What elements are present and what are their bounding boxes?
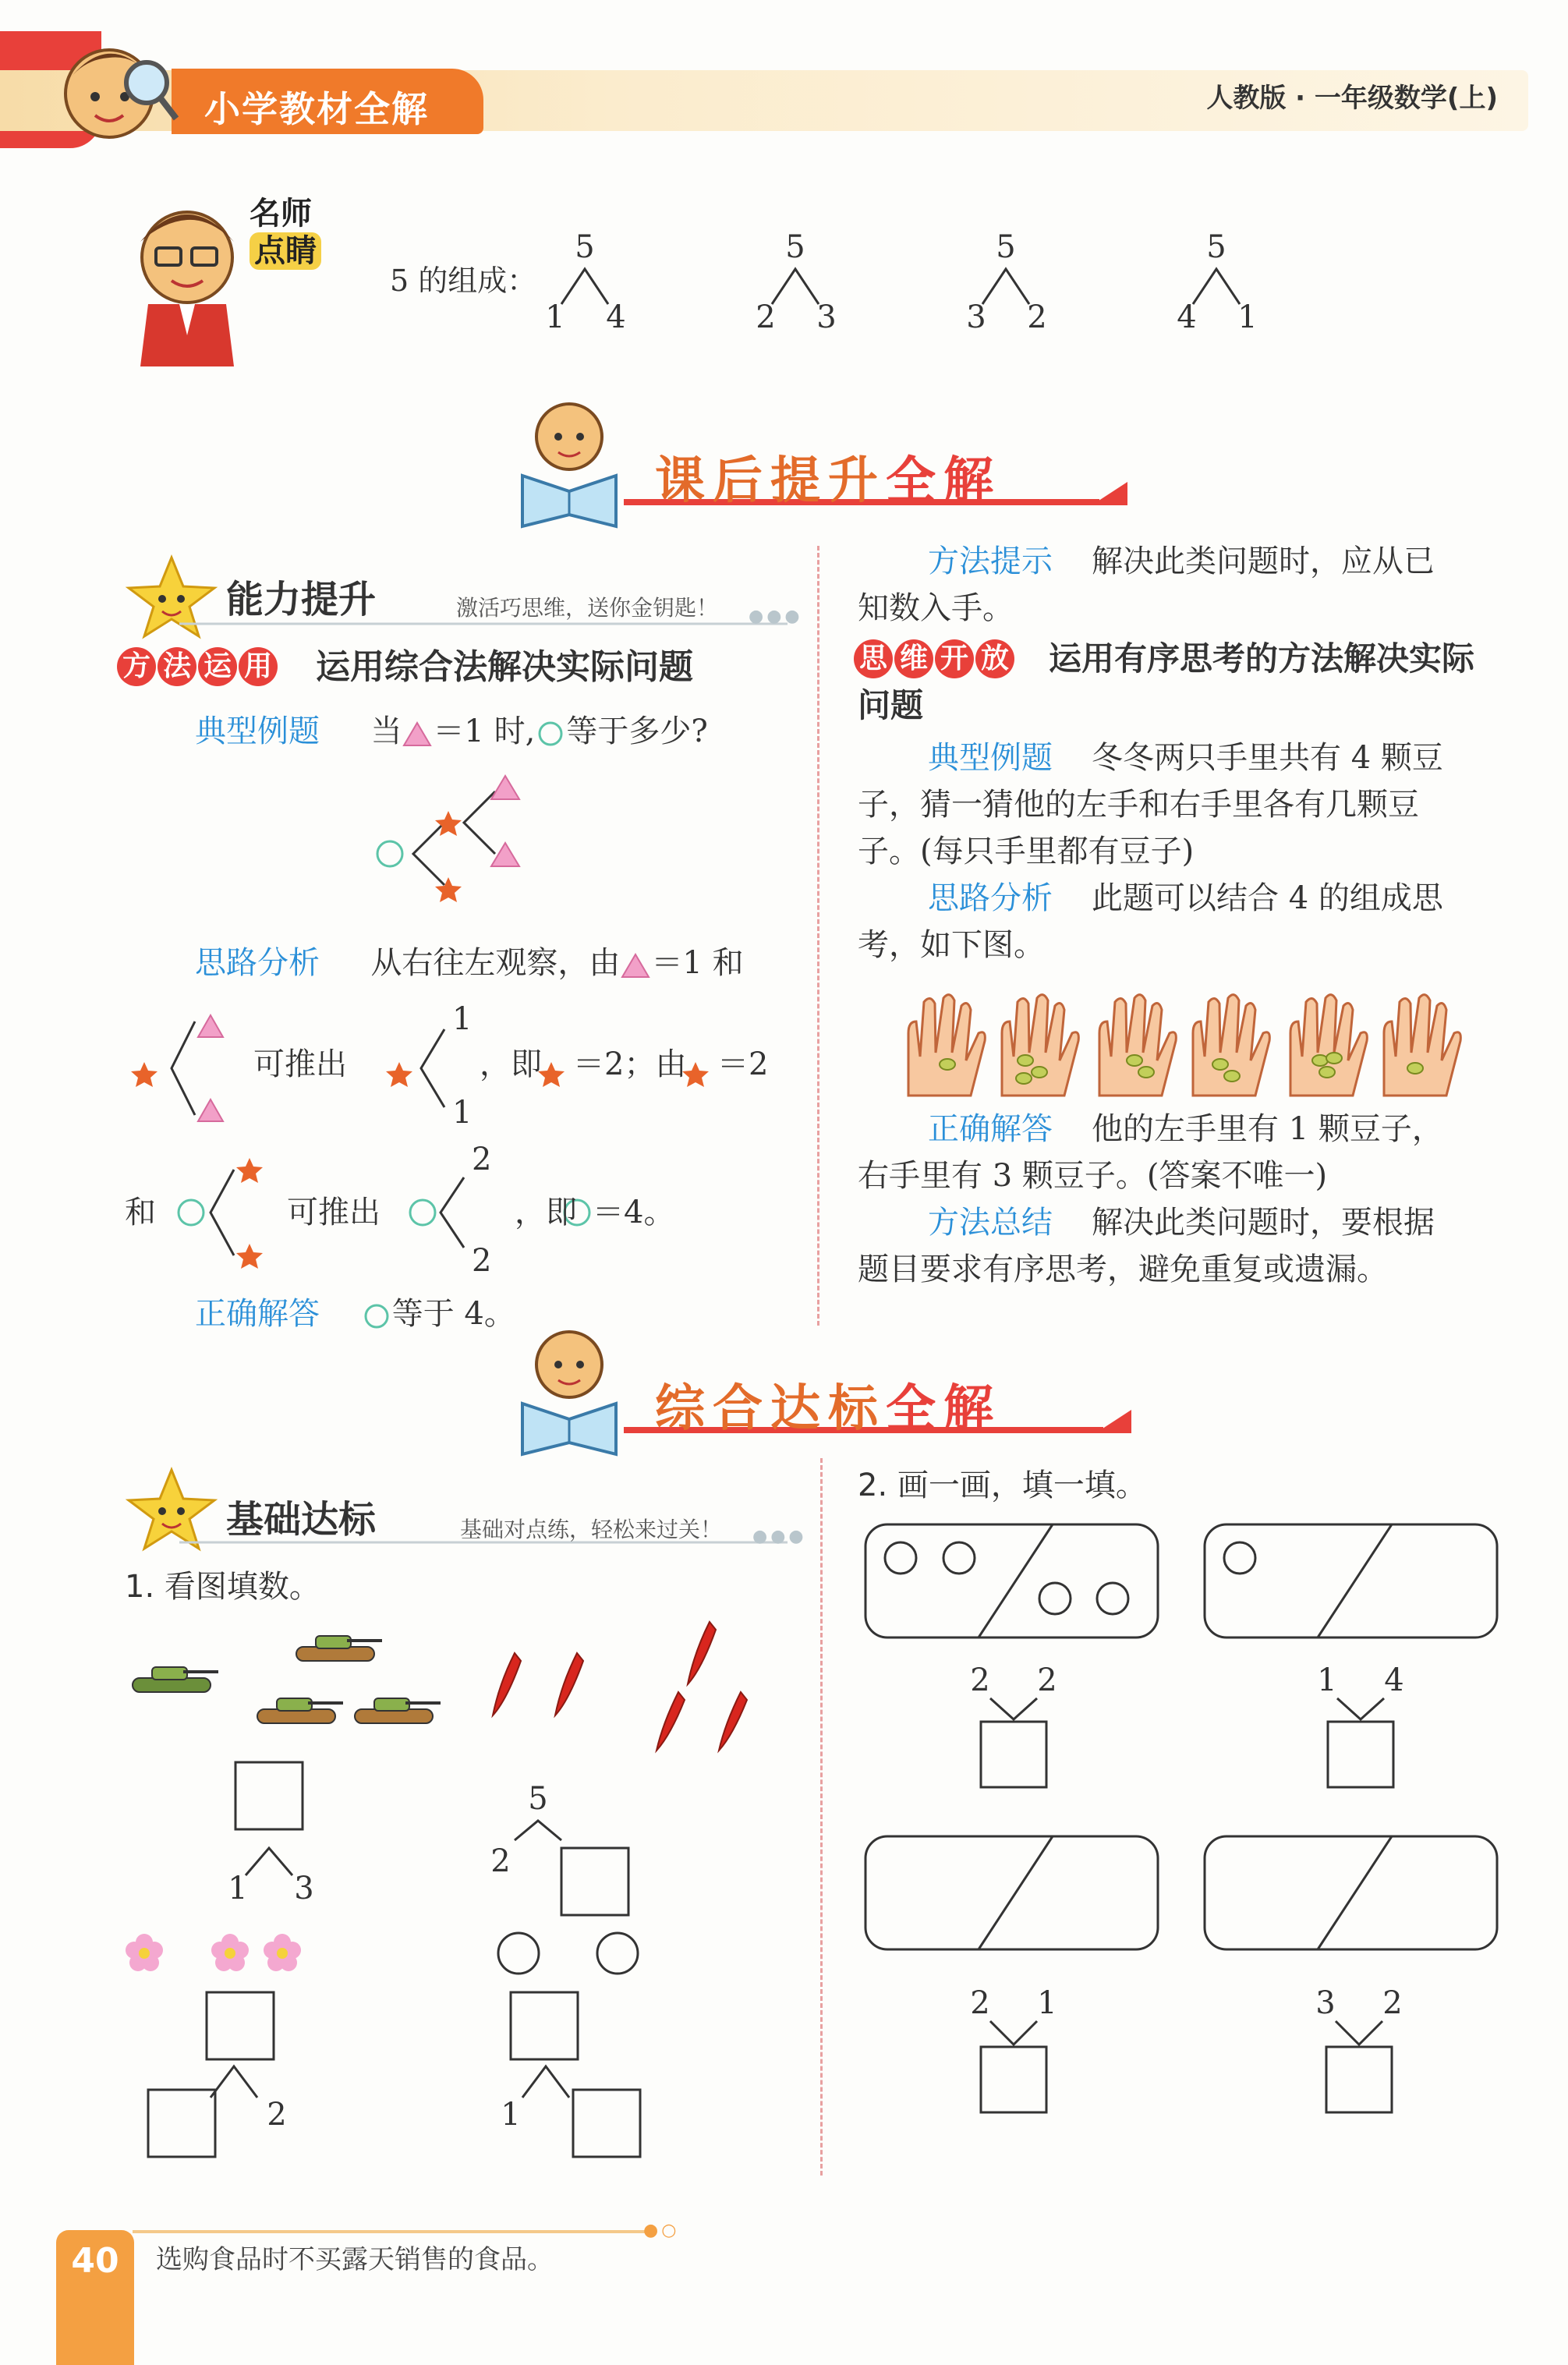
circle-icon <box>179 1200 204 1225</box>
column-divider-top <box>817 546 819 1326</box>
flower-icon <box>211 1934 249 1971</box>
right-answer-line2: 右手里有 3 颗豆子。(答案不唯一) <box>858 1158 1328 1194</box>
circle-icon <box>361 1302 392 1330</box>
right-example-line2: 子，猜一猜他的左手和右手里各有几颗豆 <box>858 787 1419 823</box>
circle-icon <box>377 841 402 866</box>
thinking-badge-char: 放 <box>975 639 1014 678</box>
example-text-b: ＝1 时, <box>433 713 536 749</box>
q2a-panel <box>862 1521 1166 1793</box>
tank-icon <box>296 1636 382 1661</box>
method-badge <box>117 647 278 686</box>
q1c-tree <box>140 1992 327 2164</box>
tip-badge-line2: 点睛 <box>250 232 321 270</box>
answer-box <box>511 1992 578 2059</box>
q1d-left: 1 <box>501 2097 521 2133</box>
q2d-right: 2 <box>1382 1985 1403 2021</box>
answer-box <box>1326 2047 1392 2112</box>
tip-badge-line1: 名师 <box>250 196 312 232</box>
ability-analysis <box>195 940 744 986</box>
answer-text: 等于 4。 <box>391 1296 515 1332</box>
tank-icon <box>257 1698 343 1723</box>
q1d-tree <box>491 1992 678 2164</box>
section1-cap <box>1092 482 1127 505</box>
q1a-left: 1 <box>228 1871 248 1907</box>
pepper-icon <box>555 1653 583 1715</box>
triangle-icon <box>198 1015 223 1037</box>
q2a-right: 2 <box>1037 1662 1057 1698</box>
q2c-panel <box>862 1832 1166 2129</box>
infer2-result-b: ＝4。 <box>593 1195 675 1230</box>
q1a-tree <box>203 1762 359 1907</box>
infer2-result-a: ，即 <box>515 1195 577 1230</box>
hand-pair-2 <box>1099 995 1269 1096</box>
decomp-top: 5 <box>1206 229 1226 265</box>
right-summary-line1: 解决此类问题时，要根据 <box>1092 1205 1435 1241</box>
analysis-label: 思路分析 <box>195 945 320 981</box>
decomp-right: 3 <box>816 299 837 335</box>
tip-label: 5 的组成： <box>390 264 537 298</box>
decomp-right: 2 <box>1027 299 1047 335</box>
answer-box <box>981 1722 1046 1787</box>
decomp-right: 4 <box>606 299 626 335</box>
tanks-illustration <box>125 1630 452 1747</box>
hand-pair-1 <box>908 995 1078 1096</box>
right-analysis-line1: 此题可以结合 4 的组成思 <box>1092 880 1443 916</box>
pepper-icon <box>688 1622 716 1684</box>
book-title: 小学教材全解 <box>204 88 429 130</box>
infer2-bottom: 2 <box>472 1243 492 1279</box>
section1-title <box>655 441 1001 512</box>
right-summary <box>858 1199 1513 1293</box>
decomp-left: 1 <box>545 299 565 335</box>
q2b-right: 4 <box>1384 1662 1404 1698</box>
thinking-badge-char: 开 <box>935 639 974 678</box>
infer1-label: 可推出 <box>253 1046 347 1082</box>
q2d-left: 3 <box>1315 1985 1336 2021</box>
tank-icon <box>355 1698 441 1723</box>
right-analysis <box>858 875 1513 968</box>
q1a-right: 3 <box>294 1871 314 1907</box>
circle-icon <box>1097 1583 1128 1614</box>
right-analysis-line2: 考，如下图。 <box>858 927 1045 963</box>
infer2-top: 2 <box>472 1142 492 1177</box>
infer1-bottom: 1 <box>452 1095 473 1131</box>
right-summary-line2: 题目要求有序思考，避免重复或遗漏。 <box>858 1252 1388 1287</box>
circle-icon <box>535 720 566 748</box>
triangle-icon <box>620 951 651 979</box>
page-number: 40 <box>56 2230 134 2292</box>
q1b-top: 5 <box>528 1781 548 1817</box>
footer-line <box>133 2230 647 2233</box>
pepper-icon <box>493 1653 521 1715</box>
example-text-a: 当 <box>370 713 402 749</box>
basic-subheading: 基础对点练，轻松来过关！ <box>460 1517 723 1542</box>
star-icon <box>386 1062 412 1087</box>
section2-title-normal: 综合达标 <box>655 1380 886 1438</box>
answer-box <box>148 2090 215 2157</box>
method-badge-char: 方 <box>117 647 156 686</box>
example-text-c: 等于多少? <box>566 713 708 749</box>
triangle-icon <box>491 776 519 799</box>
q1b-left: 2 <box>490 1843 511 1879</box>
thinking-badge-char: 维 <box>894 639 933 678</box>
answer-box <box>235 1762 303 1829</box>
answer-box <box>207 1992 274 2059</box>
hands-illustration <box>901 986 1462 1103</box>
ability-example <box>195 708 708 755</box>
pepper-icon <box>657 1692 685 1751</box>
flower-icon <box>126 1934 163 1971</box>
circle-icon <box>410 1200 435 1225</box>
section1-title-normal: 课后提升 <box>655 452 886 510</box>
decomp-left: 2 <box>756 299 776 335</box>
decomp-4 <box>1177 229 1257 335</box>
infer2-label: 可推出 <box>287 1195 380 1230</box>
q2d-panel <box>1201 1832 1505 2129</box>
right-example-line1: 冬冬两只手里共有 4 颗豆 <box>1092 740 1443 776</box>
q1-prompt: 1. 看图填数。 <box>125 1569 320 1605</box>
ability-heading: 能力提升 <box>226 578 377 621</box>
peppers-illustration <box>483 1614 749 1754</box>
mascot-magnifier-icon <box>47 31 179 164</box>
star-icon <box>236 1158 263 1183</box>
decomp-1 <box>545 229 625 335</box>
reading-boy-icon <box>499 1326 639 1458</box>
footer-strip <box>56 2292 134 2365</box>
decomp-left: 3 <box>966 299 986 335</box>
section2-title-strong: 全解 <box>886 1380 1001 1438</box>
five-decompositions <box>546 226 1326 343</box>
circle-icon <box>885 1542 916 1574</box>
infer1-result-c: ＝2 <box>717 1046 769 1082</box>
right-analysis-label: 思路分析 <box>928 880 1053 916</box>
method-badge-char: 运 <box>198 647 237 686</box>
analysis-text2: ＝1 和 <box>651 945 744 981</box>
answer-label: 正确解答 <box>195 1296 320 1332</box>
ability-answer <box>195 1290 515 1337</box>
footer-tip: 选购食品时不买露天销售的食品。 <box>156 2244 554 2275</box>
q2-prompt: 2. 画一画，填一填。 <box>858 1468 1147 1503</box>
hand-pair-3 <box>1290 995 1460 1096</box>
section2-title <box>655 1368 1001 1440</box>
thinking-title <box>858 636 1513 729</box>
q1c-right: 2 <box>267 2097 287 2133</box>
analysis-text: 从右往左观察，由 <box>370 945 621 981</box>
basic-dots: ●●● <box>752 1527 807 1546</box>
pepper-icon <box>719 1692 747 1751</box>
circles-illustration <box>483 1926 655 1981</box>
decomp-2 <box>756 229 836 335</box>
and-word: 和 <box>125 1195 156 1230</box>
decomp-top: 5 <box>785 229 805 265</box>
example-tree-diagram <box>366 768 554 924</box>
circle-icon <box>1039 1583 1071 1614</box>
right-answer-line1: 他的左手里有 1 颗豆子， <box>1092 1111 1443 1147</box>
triangle-icon <box>402 720 433 748</box>
star-icon <box>538 1062 565 1087</box>
q2b-panel <box>1201 1521 1505 1793</box>
triangle-icon <box>491 843 519 866</box>
q2b-left: 1 <box>1317 1662 1337 1698</box>
edition-label: 人教版 · 一年级数学(上) <box>1206 83 1498 114</box>
infer1-result-b: ＝2；由 <box>573 1046 687 1082</box>
thinking-badge-char: 思 <box>854 639 893 678</box>
example-label: 典型例题 <box>195 713 320 749</box>
answer-box <box>561 1848 628 1915</box>
decomp-top: 5 <box>996 229 1016 265</box>
circle-icon <box>498 1933 539 1974</box>
star-icon <box>131 1062 158 1087</box>
decomp-left: 4 <box>1177 299 1197 335</box>
right-summary-label: 方法总结 <box>928 1205 1053 1241</box>
section1-title-strong: 全解 <box>886 452 1001 510</box>
triangle-icon <box>198 1099 223 1121</box>
right-example-line3: 子。(每只手里都有豆子) <box>858 834 1195 869</box>
thinking-title-line2: 问题 <box>858 686 924 724</box>
answer-box <box>573 2090 640 2157</box>
infer1-result-a: ，即 <box>480 1046 542 1082</box>
q2c-right: 1 <box>1037 1985 1057 2021</box>
tank-icon <box>133 1667 218 1692</box>
circle-icon <box>597 1933 638 1974</box>
reading-boy-icon <box>499 398 639 530</box>
tip-label: 方法提示 <box>928 543 1053 579</box>
tip-line1: 解决此类问题时，应从已 <box>1092 543 1435 579</box>
q2a-left: 2 <box>970 1662 990 1698</box>
basic-heading: 基础达标 <box>226 1498 377 1542</box>
tip-badge <box>250 195 321 270</box>
right-example-label: 典型例题 <box>928 740 1053 776</box>
q1b-tree <box>483 1782 671 1922</box>
decomp-top: 5 <box>575 229 595 265</box>
footer-dots: ●○ <box>643 2221 680 2240</box>
q2c-left: 2 <box>970 1985 990 2021</box>
thinking-title-line1: 运用有序思考的方法解决实际 <box>1049 639 1475 678</box>
infer1-top: 1 <box>452 1001 473 1037</box>
method-badge-char: 用 <box>239 647 278 686</box>
star-icon <box>435 811 462 836</box>
column-divider-bottom <box>820 1458 823 2176</box>
method-tip <box>858 538 1513 632</box>
ability-dots: ●●● <box>749 607 803 626</box>
method-badge-char: 法 <box>158 647 196 686</box>
flower-icon <box>264 1934 301 1971</box>
method-title: 运用综合法解决实际问题 <box>316 647 693 687</box>
answer-box <box>981 2047 1046 2112</box>
circle-icon <box>1224 1542 1255 1574</box>
right-answer-label: 正确解答 <box>928 1111 1053 1147</box>
section2-cap <box>1095 1410 1131 1433</box>
flowers-illustration <box>117 1926 335 1981</box>
infer-row-1 <box>133 1001 803 1131</box>
decomp-right: 1 <box>1237 299 1258 335</box>
star-icon <box>236 1244 263 1269</box>
right-answer <box>858 1106 1513 1199</box>
right-example <box>858 735 1513 875</box>
circle-icon <box>943 1542 975 1574</box>
answer-box <box>1328 1722 1393 1787</box>
ability-subheading: 激活巧思维，送你金钥匙！ <box>456 595 719 621</box>
tip-line2: 知数入手。 <box>858 590 1014 626</box>
decomp-3 <box>966 229 1046 335</box>
